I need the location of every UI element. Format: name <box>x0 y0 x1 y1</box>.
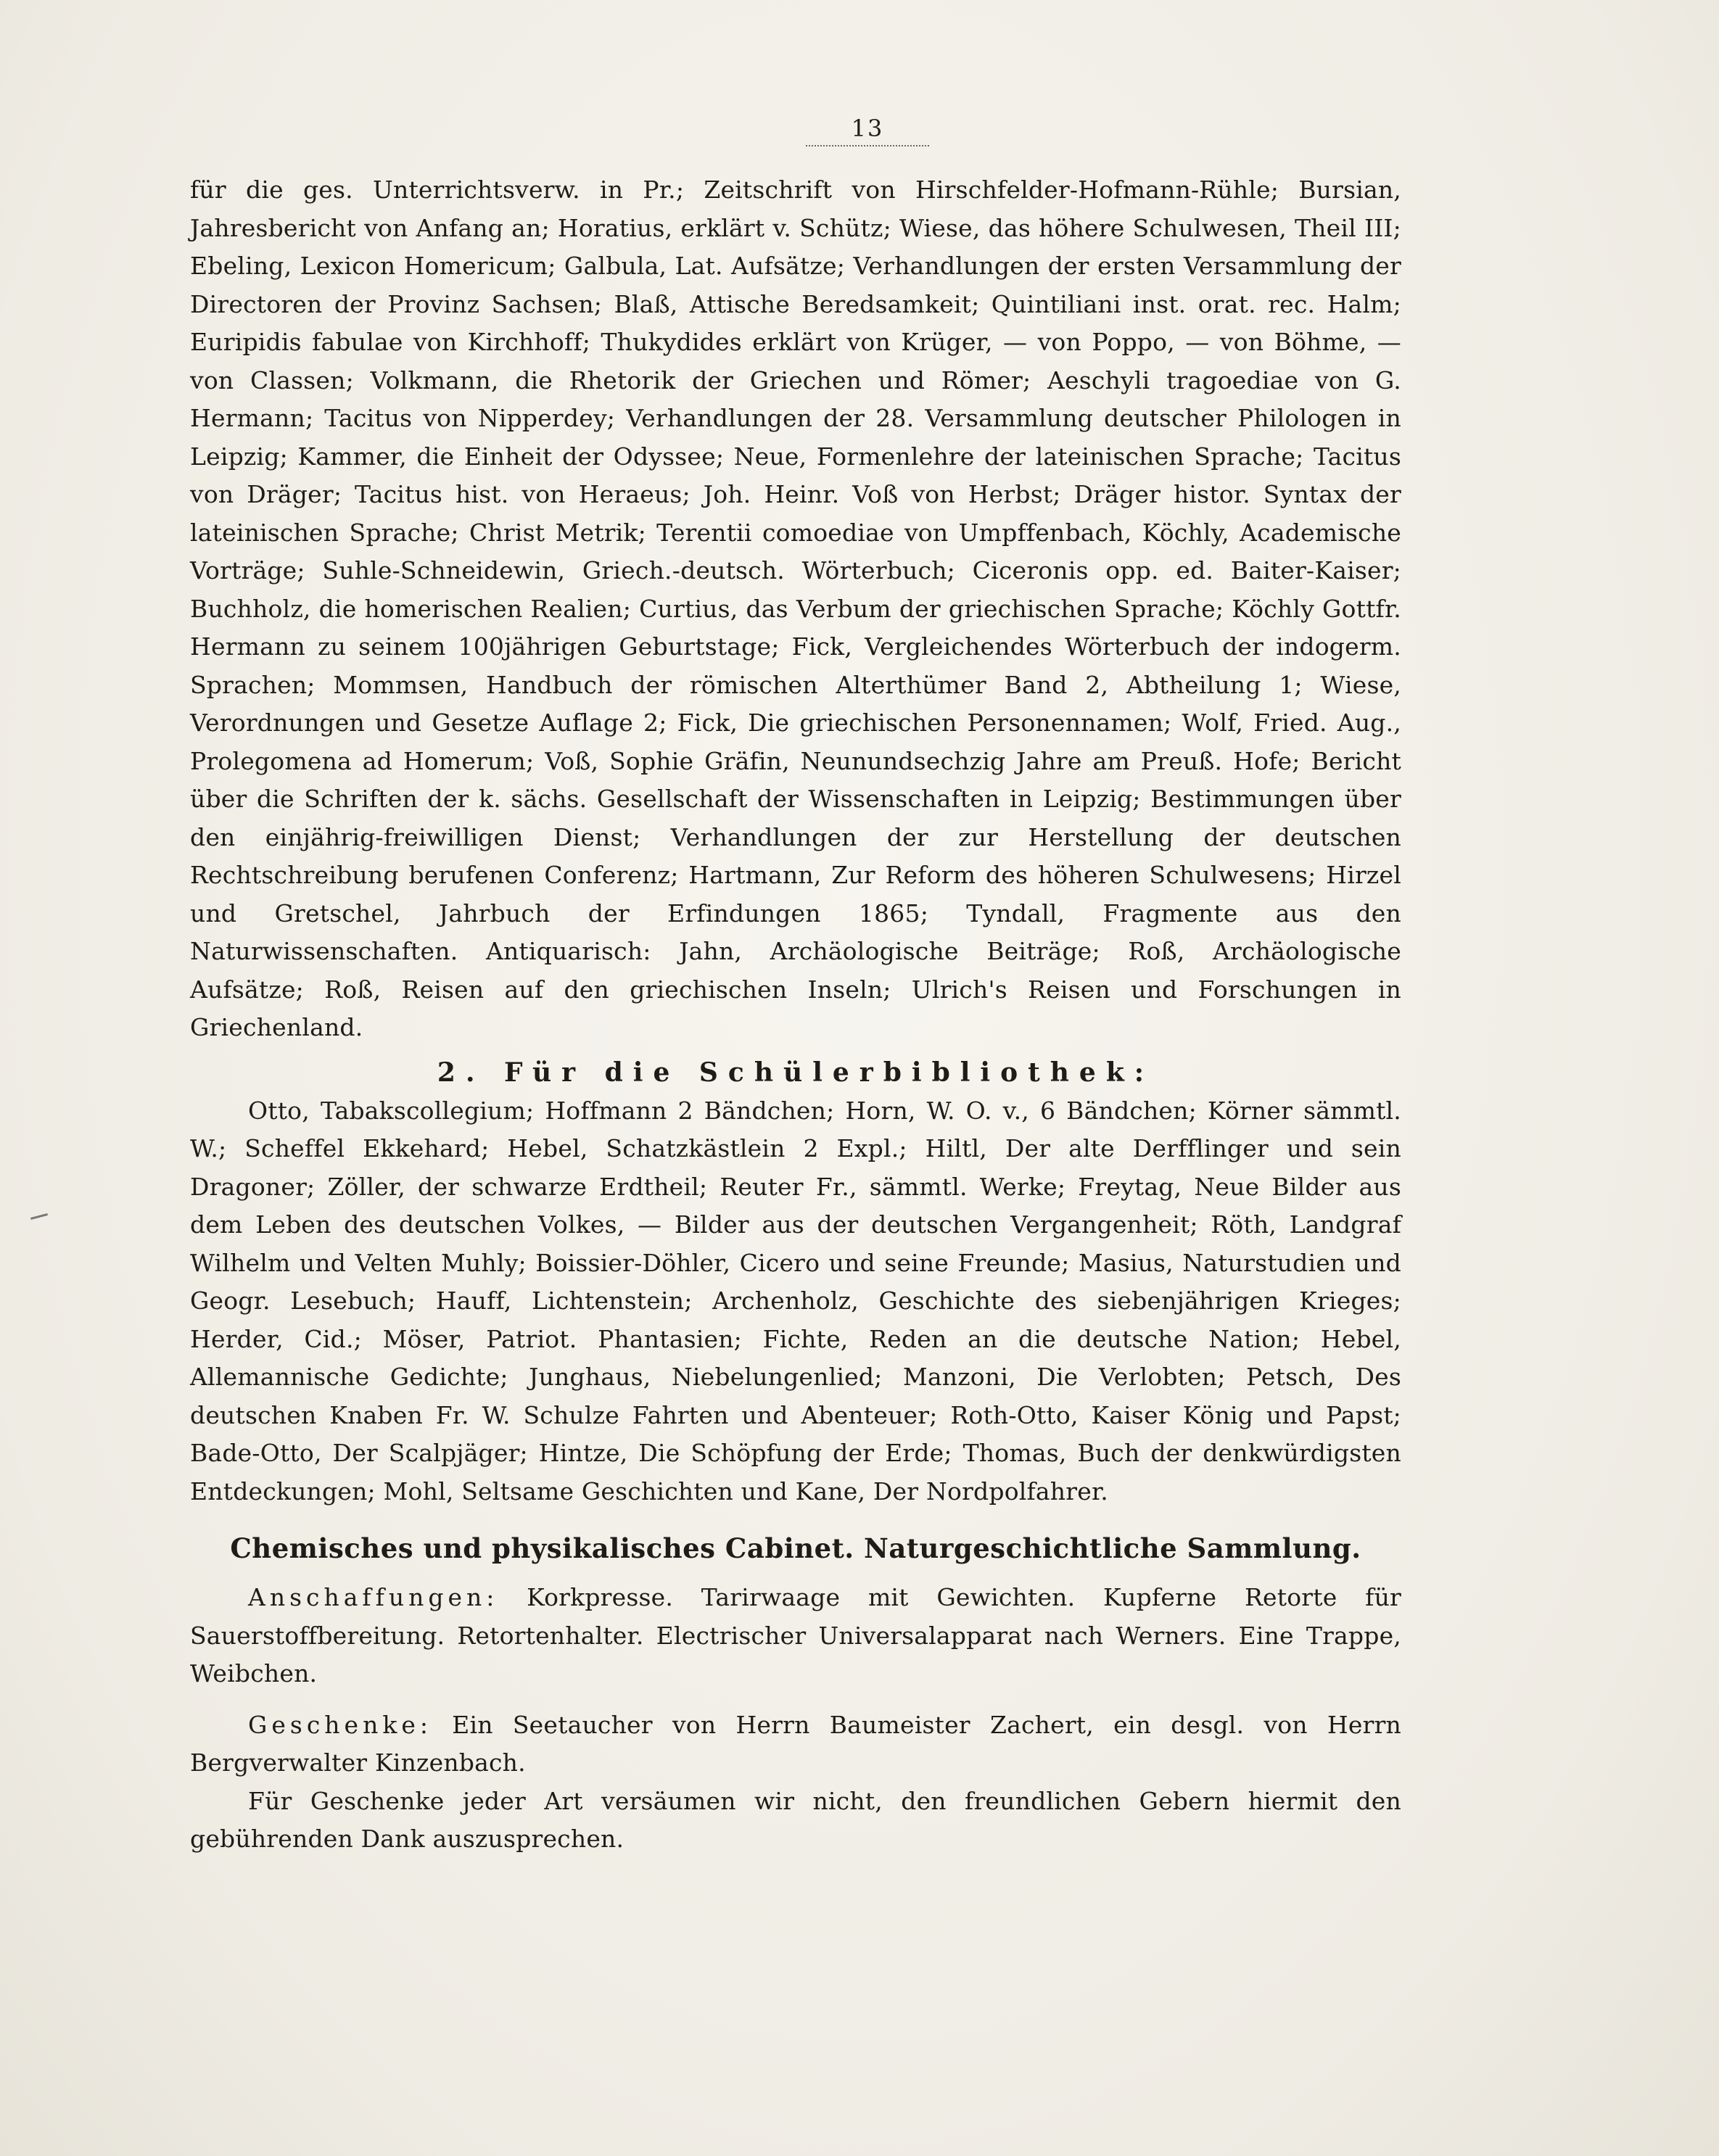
text-block <box>190 171 1401 1859</box>
student-library-heading: 2. Für die Schülerbibliothek: <box>437 1057 1155 1088</box>
teacher-library-list: für die ges. Unterrichtsverw. in Pr.; Zeitschrift von Hirschfelder-Hofmann-Rühle; Bursian, Jahresbericht von Anfang an; Horatius, erklärt v. Schütz; Wiese, das höhere Schulwesen, Theil III; Ebeling, Lexicon Homericum; Galbula, Lat. Aufsätze; Verhandlungen der ersten Versammlung der Directoren der Provinz Sachsen; Blaß, Attische Beredsamkeit; Quintiliani inst. orat. rec. Halm; Euripidis fabulae von Kirchhoff; Thukydides erklärt von Krüger, — von Poppo, — von Böhme, — von Classen; Volkmann, die Rhetorik der Griechen und Römer; Aeschyli tragoediae von G. Hermann; Tacitus von Nipperdey; Verhandlungen der 28. Versammlung deutscher Philologen in Leipzig; Kammer, die Einheit der Odyssee; Neue, Formenlehre der lateinischen Sprache; Tacitus von Dräger; Tacitus hist. von Heraeus; Joh. Heinr. Voß von Herbst; Dräger histor. Syntax der lateinischen Sprache; Christ Metrik; Terentii comoediae von Umpffenbach, Köchly, Academische Vorträge; Suhle-Schneidewin, Griech.-deutsch. Wörterbuch; Ciceronis opp. ed. Baiter-Kaiser; Buchholz, die homerischen Realien; Curtius, das Verbum der griechischen Sprache; Köchly Gottfr. Hermann zu seinem 100jährigen Geburtstage; Fick, Vergleichendes Wörterbuch der indogerm. Sprachen; Mommsen, Handbuch der römischen Alterthümer Band 2, Abtheilung 1; Wiese, Verordnungen und Gesetze Auflage 2; Fick, Die griechischen Personennamen; Wolf, Fried. Aug., Prolegomena ad Homerum; Voß, Sophie Gräfin, Neunundsechzig Jahre am Preuß. Hofe; Bericht über die Schriften der k. sächs. Gesellschaft der Wissenschaften in Leipzig; Bestimmungen über den einjährig-freiwilligen Dienst; Verhandlungen der zur Herstellung der deutschen Rechtschreibung berufenen Conferenz; Hartmann, Zur Reform des höheren Schulwesens; Hirzel und Gretschel, Jahrbuch der Erfindungen 1865; Tyndall, Fragmente aus den Naturwissenschaften. Antiquarisch: Jahn, Archäologische Beiträge; Roß, Archäologische Aufsätze; Roß, Reisen auf den griechischen Inseln; Ulrich's Reisen und Forschungen in Griechenland. <box>190 175 1401 1041</box>
student-library-list: Otto, Tabakscollegium; Hoffmann 2 Bändchen; Horn, W. O. v., 6 Bändchen; Körner sämmtl. W.; Scheffel Ekkehard; Hebel, Schatzkästlein 2 Expl.; Hiltl, Der alte Derfflinger und sein Dragoner; Zöller, der schwarze Erdtheil; Reuter Fr., sämmtl. Werke; Freytag, Neue Bilder aus dem Leben des deutschen Volkes, — Bilder aus der deutschen Vergangenheit; Röth, Landgraf Wilhelm und Velten Muhly; Boissier-Döhler, Cicero und seine Freunde; Masius, Naturstudien und Geogr. Lesebuch; Hauff, Lichtenstein; Archenholz, Geschichte des siebenjährigen Krieges; Herder, Cid.; Möser, Patriot. Phantasien; Fichte, Reden an die deutsche Nation; Hebel, Allemannische Gedichte; Junghaus, Niebelungenlied; Manzoni, Die Verlobten; Petsch, Des deutschen Knaben Fr. W. Schulze Fahrten und Abenteuer; Roth-Otto, Kaiser König und Papst; Bade-Otto, Der Scalpjäger; Hintze, Die Schöpfung der Erde; Thomas, Buch der denkwürdigsten Entdeckungen; Mohl, Seltsame Geschichten und Kane, Der Nordpolfahrer. <box>190 1096 1401 1506</box>
cabinet-heading: Chemisches und physikalisches Cabinet. Naturgeschichtliche Sammlung. <box>230 1532 1361 1564</box>
acquisitions-label: Anschaffungen: <box>248 1583 499 1611</box>
gifts-text: Ein Seetaucher von Herrn Baumeister Zachert, ein desgl. von Herrn Bergverwalter Kinzenbach. <box>190 1710 1401 1777</box>
margin-mark <box>30 1213 48 1220</box>
gifts-paragraph <box>190 1706 1401 1783</box>
acquisitions-text: Korkpresse. Tarirwaage mit Gewichten. Kupferne Retorte für Sauerstoffbereitung. Retortenhalter. Electrischer Universalapparat nach Werners. Eine Trappe, Weibchen. <box>190 1583 1401 1688</box>
acquisitions-paragraph <box>190 1579 1401 1693</box>
gifts-label: Geschenke: <box>248 1710 432 1739</box>
page-number-ornament <box>806 145 929 146</box>
page-number: 13 <box>851 115 884 142</box>
closing-paragraph: Für Geschenke jeder Art versäumen wir nicht, den freundlichen Gebern hiermit den gebührenden Dank auszusprechen. <box>190 1786 1401 1853</box>
